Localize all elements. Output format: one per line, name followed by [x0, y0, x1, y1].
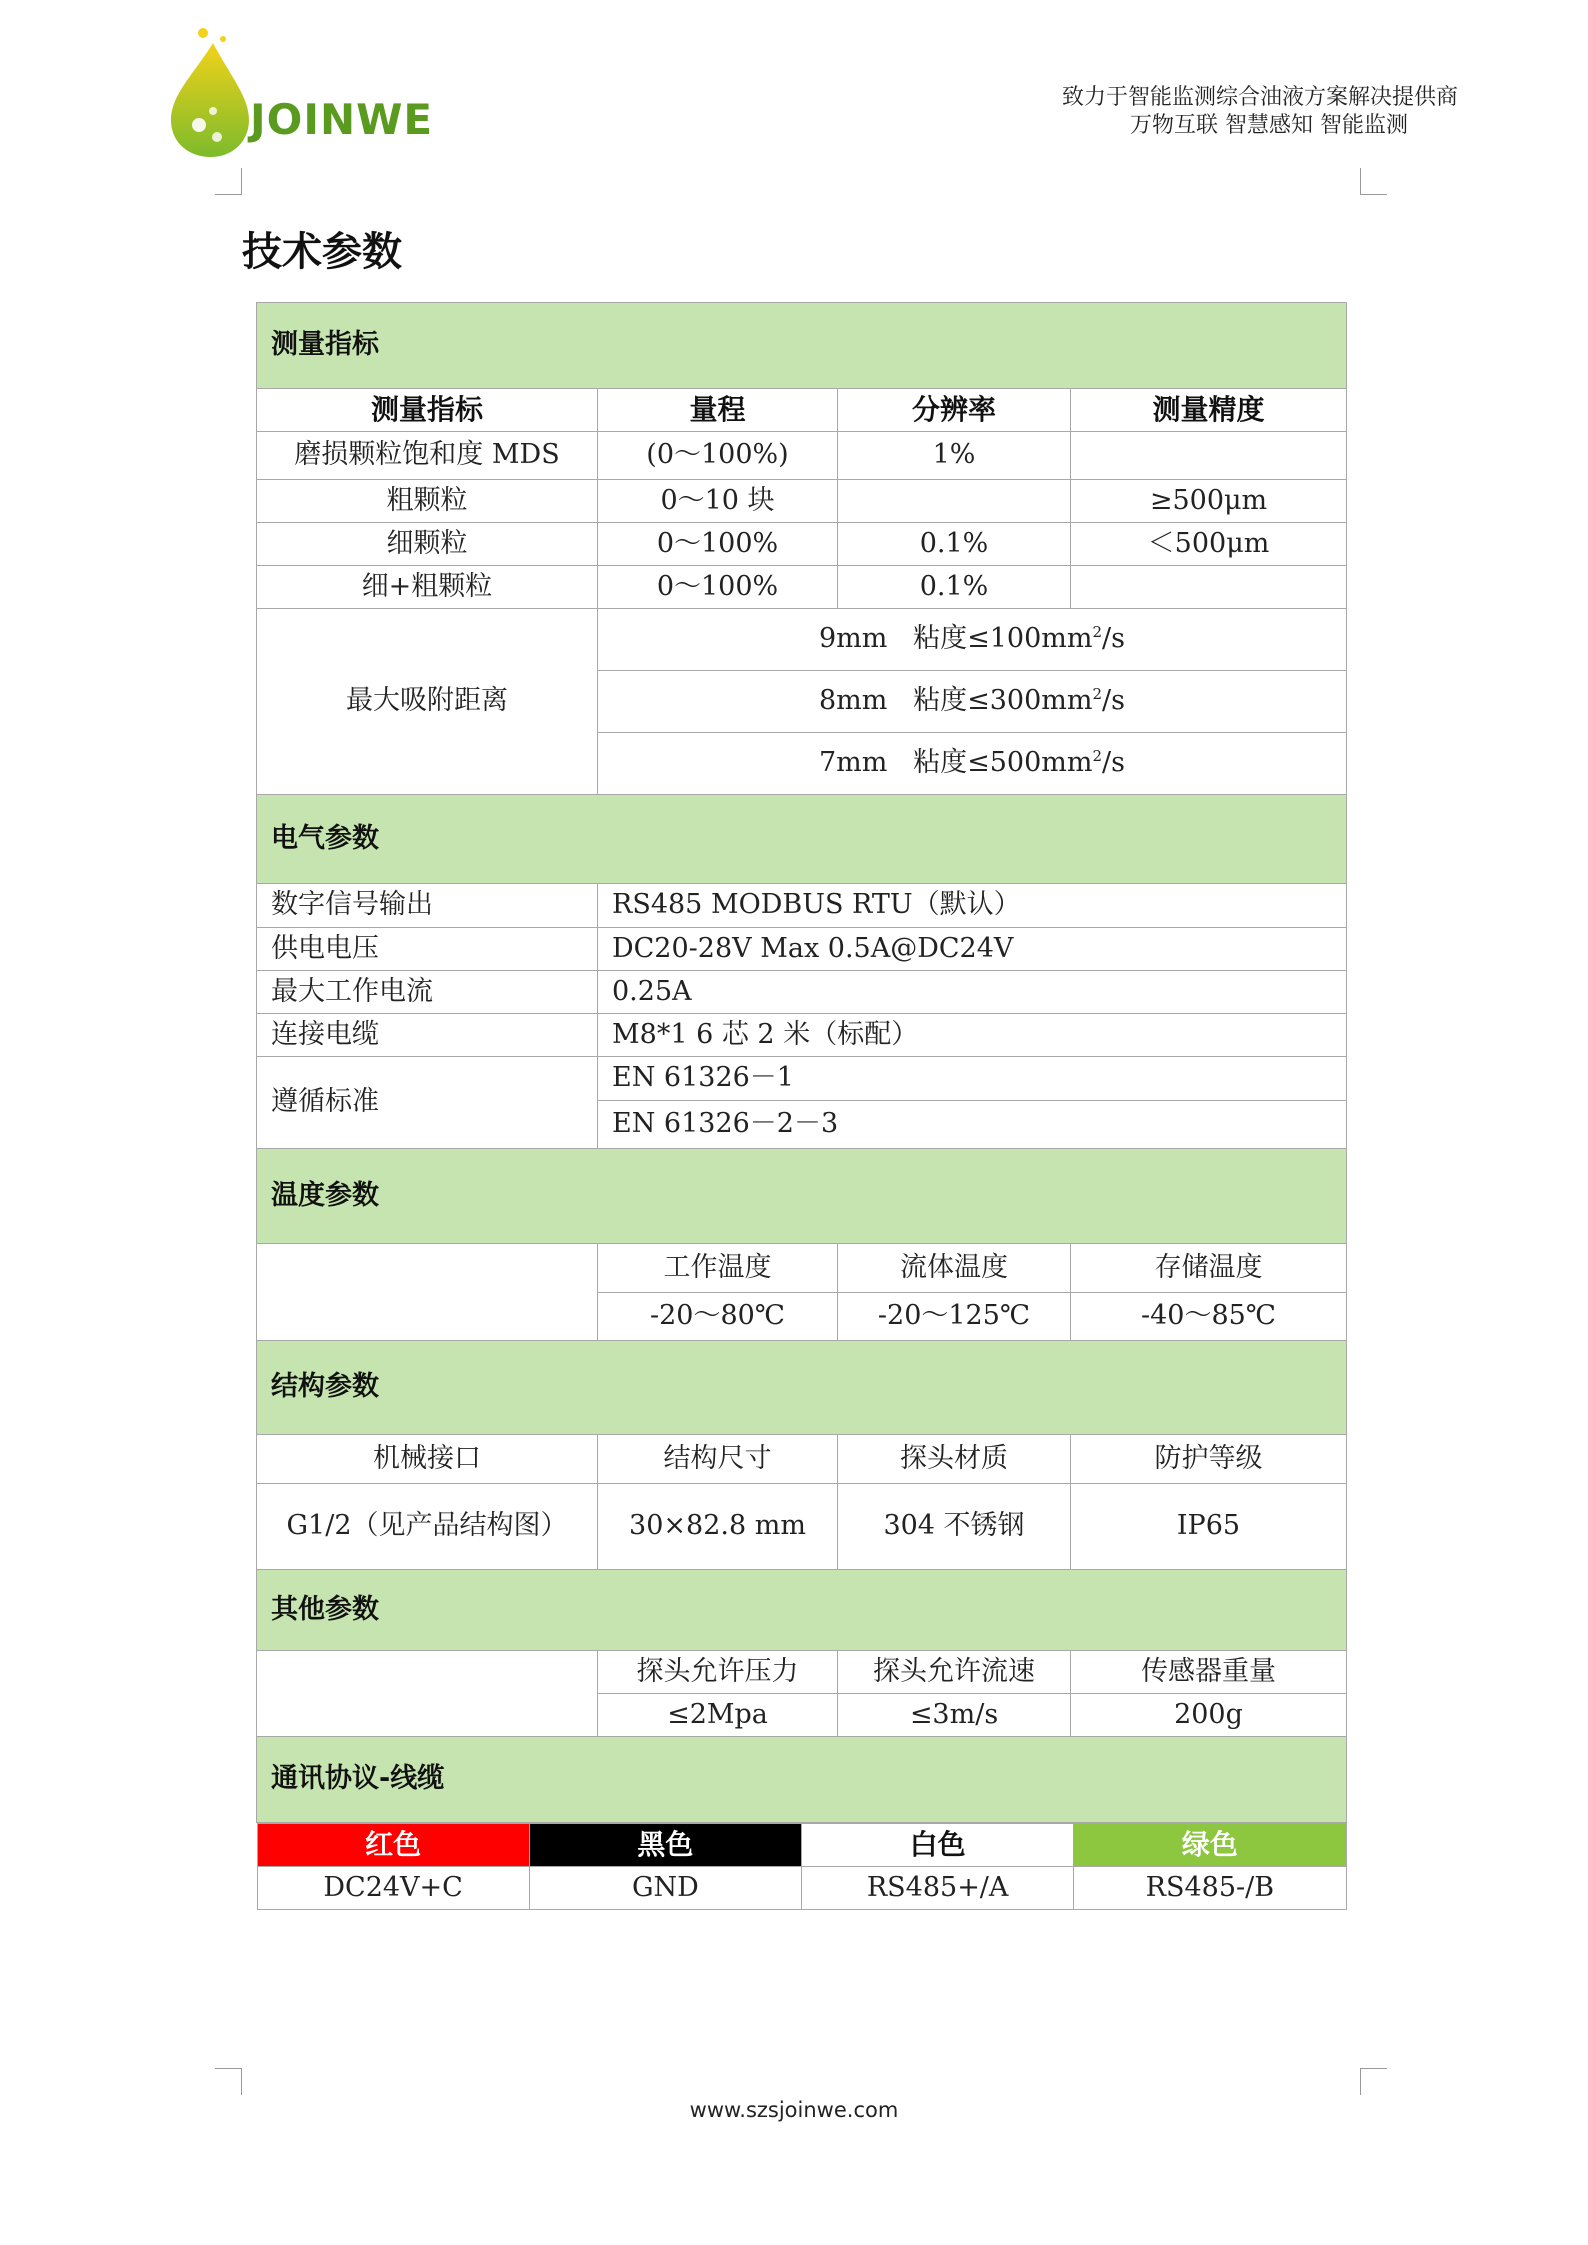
wire-signal: RS485-/B: [1074, 1867, 1346, 1910]
distance: 8mm: [818, 685, 888, 717]
param-label: 连接电缆: [257, 1014, 598, 1057]
section-row: [257, 303, 1347, 389]
crop-mark-top-right: [1360, 168, 1387, 195]
section-title-structure: 结构参数: [257, 1341, 1347, 1435]
section-title-wiring: 通讯协议-线缆: [257, 1737, 1347, 1823]
param-value: EN 61326－2－3: [598, 1101, 1347, 1149]
spec-table: [256, 302, 1347, 1910]
table-cell: 细+粗颗粒: [257, 566, 598, 609]
param-value: 0.25A: [598, 971, 1347, 1014]
unit: /s: [1102, 623, 1125, 655]
param-value: RS485 MODBUS RTU（默认）: [598, 884, 1347, 928]
adsorption-value: [598, 733, 1347, 795]
table-cell: [1071, 432, 1347, 480]
param-value: M8*1 6 芯 2 米（标配）: [598, 1014, 1347, 1057]
section-row: [257, 1737, 1347, 1823]
header-cell: 分辨率: [838, 389, 1071, 432]
header-cell: 探头允许流速: [838, 1651, 1071, 1694]
empty-cell: [257, 1244, 598, 1341]
table-cell: -20～125℃: [838, 1293, 1071, 1341]
table-cell: 0～10 块: [598, 480, 838, 523]
adsorption-label: 最大吸附距离: [257, 609, 598, 795]
header-cell: 测量精度: [1071, 389, 1347, 432]
header-cell: 测量指标: [257, 389, 598, 432]
header-cell: 防护等级: [1071, 1435, 1347, 1484]
wire-color-red: 红色: [257, 1824, 529, 1867]
crop-mark-bottom-left: [215, 2068, 242, 2095]
table-row: [257, 928, 1347, 971]
header-row: [257, 389, 1347, 432]
table-cell: 30×82.8 mm: [598, 1484, 838, 1570]
table-cell: 1%: [838, 432, 1071, 480]
table-cell: 0～100%: [598, 566, 838, 609]
wire-signal: RS485+/A: [802, 1867, 1074, 1910]
table-row: [257, 1057, 1347, 1101]
table-cell: ＜500μm: [1071, 523, 1347, 566]
table-cell: ≤3m/s: [838, 1694, 1071, 1737]
wire-table: [257, 1823, 1347, 1910]
page-title: 技术参数: [242, 229, 402, 275]
table-row: [257, 566, 1347, 609]
unit: /s: [1102, 747, 1125, 779]
table-row: [257, 971, 1347, 1014]
table-row: [257, 1244, 1347, 1293]
slogan-line2: 万物互联 智慧感知 智能监测: [1130, 113, 1408, 138]
param-value: EN 61326－1: [598, 1057, 1347, 1101]
table-cell: [1071, 566, 1347, 609]
section-row: [257, 795, 1347, 884]
adsorption-value: [598, 609, 1347, 671]
table-row: [257, 480, 1347, 523]
wire-signal: DC24V+C: [257, 1867, 529, 1910]
table-row: [257, 884, 1347, 928]
unit: /s: [1102, 685, 1125, 717]
header-cell: 探头材质: [838, 1435, 1071, 1484]
header-cell: 流体温度: [838, 1244, 1071, 1293]
header-cell: 探头允许压力: [598, 1651, 838, 1694]
section-row: [257, 1149, 1347, 1244]
viscosity: 粘度≤300mm: [913, 685, 1093, 717]
table-cell: 200g: [1071, 1694, 1347, 1737]
table-row: [257, 609, 1347, 671]
adsorption-value: [598, 671, 1347, 733]
table-cell: -40～85℃: [1071, 1293, 1347, 1341]
table-row: [257, 1435, 1347, 1484]
table-row: [257, 432, 1347, 480]
table-cell: G1/2（见产品结构图）: [257, 1484, 598, 1570]
param-label: 数字信号输出: [257, 884, 598, 928]
header-cell: 工作温度: [598, 1244, 838, 1293]
empty-cell: [257, 1651, 598, 1737]
table-cell: 0.1%: [838, 523, 1071, 566]
wire-color-white: 白色: [802, 1824, 1074, 1867]
table-cell: (0～100%): [598, 432, 838, 480]
section-row: [257, 1570, 1347, 1651]
header-cell: 结构尺寸: [598, 1435, 838, 1484]
superscript: 2: [1092, 623, 1103, 642]
crop-mark-top-left: [215, 168, 242, 195]
footer-url: www.szsjoinwe.com: [689, 2098, 899, 2122]
table-cell: 304 不锈钢: [838, 1484, 1071, 1570]
section-title-electrical: 电气参数: [257, 795, 1347, 884]
header-cell: 机械接口: [257, 1435, 598, 1484]
header-cell: 存储温度: [1071, 1244, 1347, 1293]
header-cell: 量程: [598, 389, 838, 432]
section-row: [257, 1341, 1347, 1435]
distance: 9mm: [818, 623, 888, 655]
section-title-other: 其他参数: [257, 1570, 1347, 1651]
crop-mark-bottom-right: [1360, 2068, 1387, 2095]
wire-color-black: 黑色: [529, 1824, 801, 1867]
param-value: DC20-28V Max 0.5A@DC24V: [598, 928, 1347, 971]
header-cell: 传感器重量: [1071, 1651, 1347, 1694]
wire-signal: GND: [529, 1867, 801, 1910]
table-cell: 0.1%: [838, 566, 1071, 609]
param-label: 供电电压: [257, 928, 598, 971]
table-cell: 粗颗粒: [257, 480, 598, 523]
param-label: 遵循标准: [257, 1057, 598, 1149]
table-cell: ≤2Mpa: [598, 1694, 838, 1737]
table-cell: ≥500μm: [1071, 480, 1347, 523]
table-row: [257, 1484, 1347, 1570]
section-title-measurement: 测量指标: [257, 303, 1347, 389]
distance: 7mm: [818, 747, 888, 779]
table-cell: IP65: [1071, 1484, 1347, 1570]
viscosity: 粘度≤500mm: [913, 747, 1093, 779]
table-cell: 0～100%: [598, 523, 838, 566]
section-title-temperature: 温度参数: [257, 1149, 1347, 1244]
table-cell: 磨损颗粒饱和度 MDS: [257, 432, 598, 480]
param-label: 最大工作电流: [257, 971, 598, 1014]
table-row: [257, 523, 1347, 566]
wire-color-row: [257, 1823, 1347, 1911]
table-cell: -20～80℃: [598, 1293, 838, 1341]
viscosity: 粘度≤100mm: [913, 623, 1093, 655]
superscript: 2: [1092, 747, 1103, 766]
slogan-line1: 致力于智能监测综合油液方案解决提供商: [1061, 85, 1458, 110]
table-cell: 细颗粒: [257, 523, 598, 566]
wire-color-green: 绿色: [1074, 1824, 1346, 1867]
table-row: [257, 1651, 1347, 1694]
table-cell: [838, 480, 1071, 523]
superscript: 2: [1092, 685, 1103, 704]
logo-text: JOINWE: [250, 95, 434, 144]
table-row: [257, 1014, 1347, 1057]
